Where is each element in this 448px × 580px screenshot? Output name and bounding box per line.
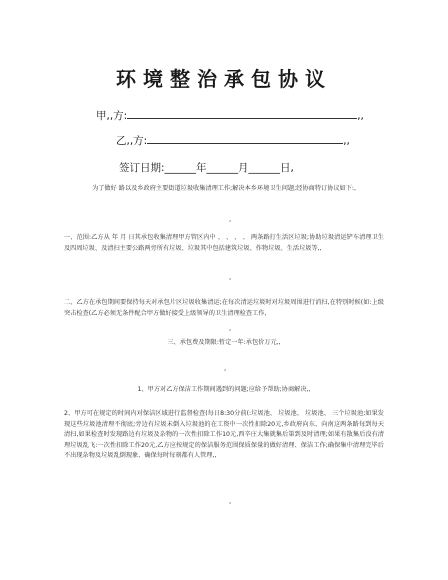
party-b-line — [116, 133, 350, 148]
document-title: 环境整治承包协议 — [116, 67, 332, 91]
separator-mark: , — [229, 497, 232, 505]
signing-date-line: 签订日期:______年______月______日, — [119, 162, 294, 174]
party-b-suffix: ,, — [343, 135, 350, 147]
section-scope: 一、范围:乙方从 年 月 日其承包收集清理甲方管区内中 、 、 、 、 两条路打生活区垃圾;协助垃圾清运铲车清理卫生及四周垃圾、及清扫主要公路两旁所有垃圾、垃圾其中包括建筑垃圾、作物垃圾、生活垃圾等,, — [64, 234, 384, 252]
separator-mark: , — [224, 364, 227, 372]
party-b-blank — [147, 134, 343, 144]
separator-mark: , — [229, 324, 232, 332]
separator-mark: , — [229, 273, 232, 281]
party-a-blank — [127, 109, 357, 119]
intro-paragraph: 为了做好 路以及乡政府主要街道垃圾收集清理工作;解决本乡环境卫生问题;经协商特订协议如下:, — [92, 185, 356, 192]
party-a-suffix: ,, — [357, 110, 364, 122]
clause-2: 2、甲方可在规定的时间内对保洁区域进行监督检查(每日8:30分前(:垃圾池、 垃圾池、 垃圾池、 三个垃圾池;如果发现这些垃圾池清理不彻底;旁边有垃圾未倒入垃圾池的在工资中一次性扣除20元,乡政府向东、向南这两条路每到每天清扫,如果检查时发现路边有垃圾及杂物的一次性扣除工作10元,西辛庄大集就集后第到及时清理;如果有散集后没有清理垃圾乱飞:一次性扣除工作20元,乙方应按规定的保洁服务范围保质保量的做好清理、保洁工作;确保集中清理完毕后不出现杂物及垃圾乱倒现象、确保每时每刻都有人管理,, — [64, 410, 384, 459]
party-a-line — [96, 108, 364, 123]
section-fee-term: 三、承包费及期限:暂定一年:承包价万元,, — [167, 339, 281, 346]
party-a-label: 甲,,方: — [96, 110, 128, 122]
separator-mark: , — [229, 215, 232, 223]
clause-1: 1、甲方对乙方保洁工作期间遇到的问题;应给予帮助;协商解决,, — [137, 386, 311, 393]
party-b-label: 乙,,方: — [116, 135, 148, 147]
section-cleaning: 二、乙方在承包期间要保持每天对承包片区垃圾收集清运;在每次清运垃圾时对垃圾周围进行消扫,在特别时候(如:上级突击检查(乙方必须无条件配合甲方做好接受上级领导的卫生清理检查工作, — [64, 299, 384, 317]
